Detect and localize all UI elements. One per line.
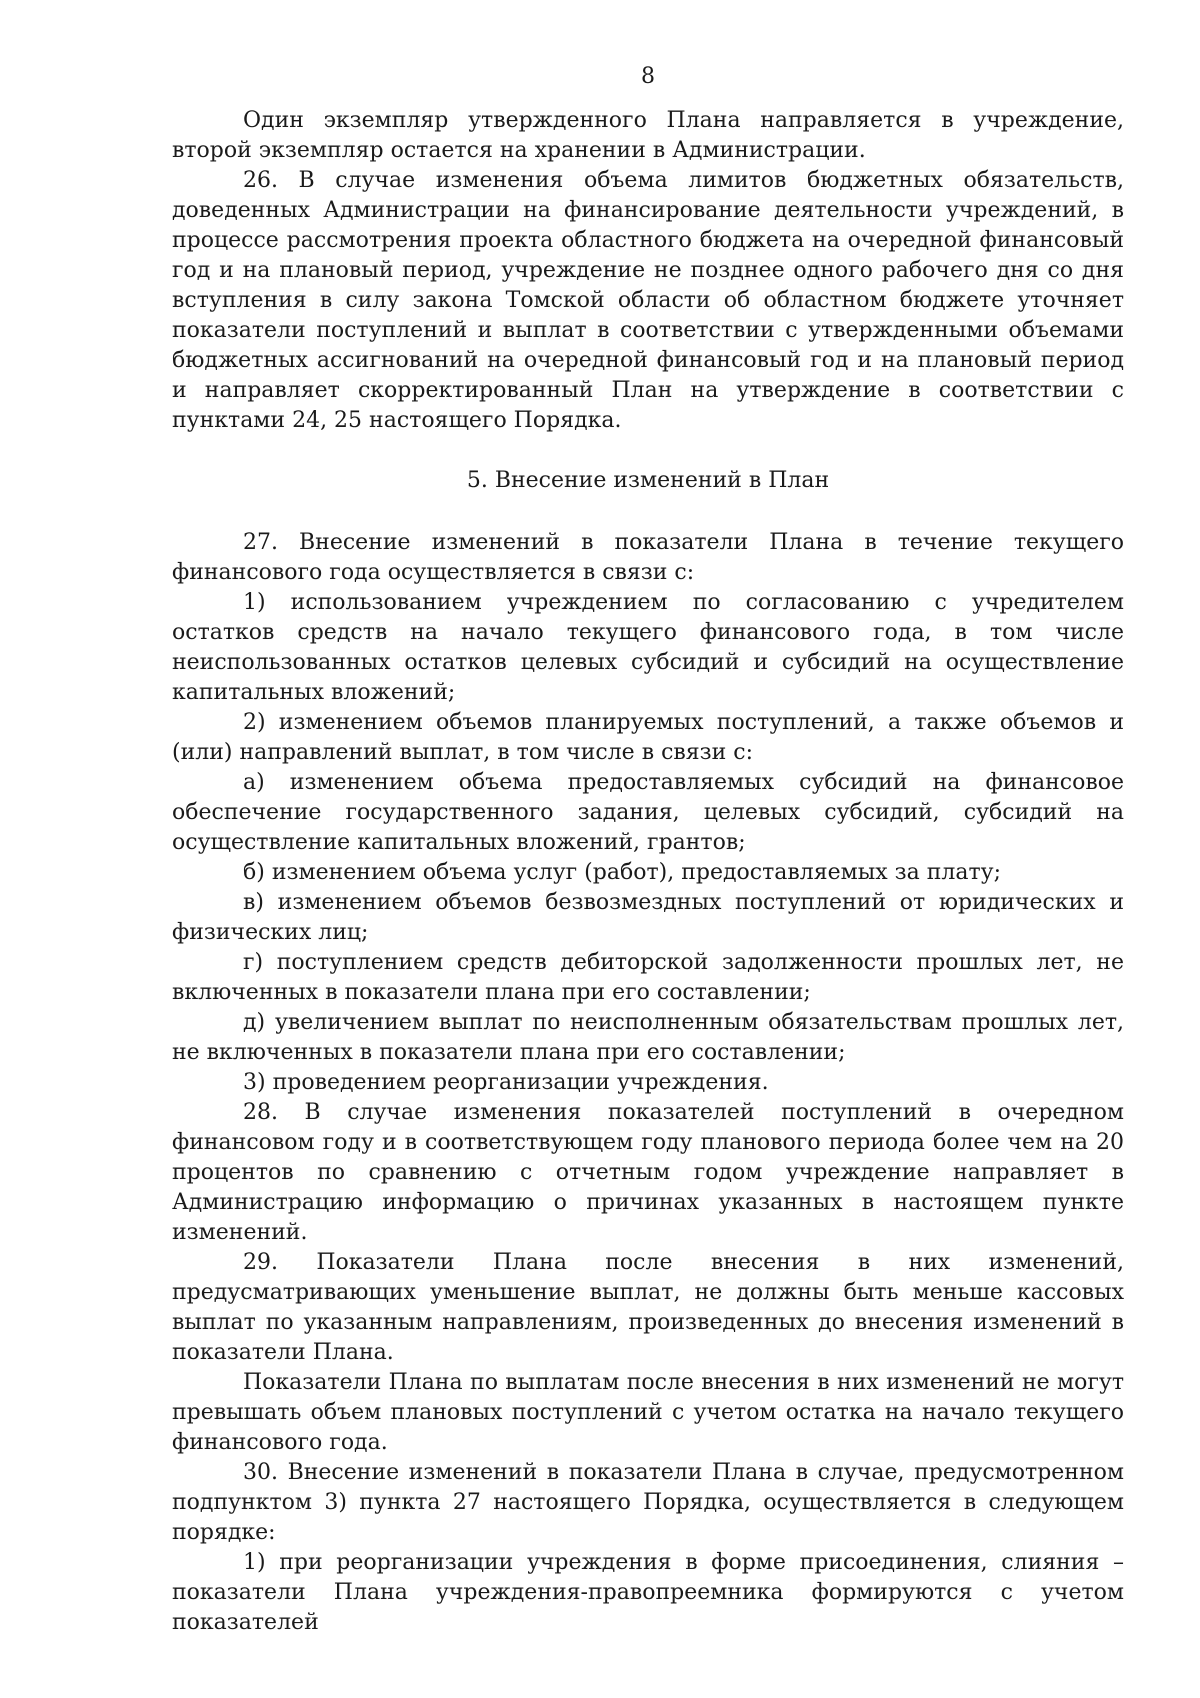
paragraph-copy-distribution: Один экземпляр утвержденного Плана направляется в учреждение, второй экземпляр остается на хранении в Администрации. — [172, 108, 1124, 163]
paragraph-27: 27. Внесение изменений в показатели Плана в течение текущего финансового года осуществляется в связи с: — [172, 530, 1124, 585]
paragraph-27-item-1: 1) использованием учреждением по согласованию с учредителем остатков средств на начало текущего финансового года, в том числе неиспользованных остатков целевых субсидий и субсидий на осуществление капитальных вложений; — [172, 590, 1124, 705]
paragraph-29-continuation: Показатели Плана по выплатам после внесения в них изменений не могут превышать объем плановых поступлений с учетом остатка на начало текущего финансового года. — [172, 1370, 1124, 1455]
paragraph-27-item-3: 3) проведением реорганизации учреждения. — [243, 1070, 769, 1095]
document-page — [172, 62, 1124, 1638]
paragraph-30: 30. Внесение изменений в показатели Плана в случае, предусмотренном подпунктом 3) пункта 27 настоящего Порядка, осуществляется в следующем порядке: — [172, 1460, 1124, 1545]
paragraph-30-item-1: 1) при реорганизации учреждения в форме присоединения, слияния – показатели Плана учреждения-правопреемника формируются с учетом показателей — [172, 1550, 1124, 1635]
paragraph-27-item-2: 2) изменением объемов планируемых поступлений, а также объемов и (или) направлений выплат, в том числе в связи с: — [172, 710, 1124, 765]
section-heading: 5. Внесение изменений в План — [466, 468, 830, 493]
paragraph-28: 28. В случае изменения показателей поступлений в очередном финансовом году и в соответствующем году планового периода более чем на 20 процентов по сравнению с отчетным годом учреждение направляет в Администрацию информацию о причинах указанных в настоящем пункте изменений. — [172, 1100, 1124, 1245]
paragraph-27-item-2b: б) изменением объема услуг (работ), предоставляемых за плату; — [243, 860, 1002, 885]
paragraph-27-item-2a: а) изменением объема предоставляемых субсидий на финансовое обеспечение государственного задания, целевых субсидий, субсидий на осуществление капитальных вложений, грантов; — [172, 770, 1124, 855]
paragraph-27-item-2g: г) поступлением средств дебиторской задолженности прошлых лет, не включенных в показатели плана при его составлении; — [172, 950, 1124, 1005]
paragraph-29: 29. Показатели Плана после внесения в них изменений, предусматривающих уменьшение выплат, не должны быть меньше кассовых выплат по указанным направлениям, произведенных до внесения изменений в показатели Плана. — [172, 1250, 1124, 1365]
page-number: 8 — [641, 64, 655, 89]
paragraph-27-item-2v: в) изменением объемов безвозмездных поступлений от юридических и физических лиц; — [172, 890, 1124, 945]
paragraph-26: 26. В случае изменения объема лимитов бюджетных обязательств, доведенных Администрации на финансирование деятельности учреждений, в процессе рассмотрения проекта областного бюджета на очередной финансовый год и на плановый период, учреждение не позднее одного рабочего дня со дня вступления в силу закона Томской области об областном бюджете уточняет показатели поступлений и выплат в соответствии с утвержденными объемами бюджетных ассигнований на очередной финансовый год и на плановый период и направляет скорректированный План на утверждение в соответствии с пунктами 24, 25 настоящего Порядка. — [172, 168, 1124, 433]
paragraph-27-item-2d: д) увеличением выплат по неисполненным обязательствам прошлых лет, не включенных в показатели плана при его составлении; — [172, 1010, 1124, 1065]
